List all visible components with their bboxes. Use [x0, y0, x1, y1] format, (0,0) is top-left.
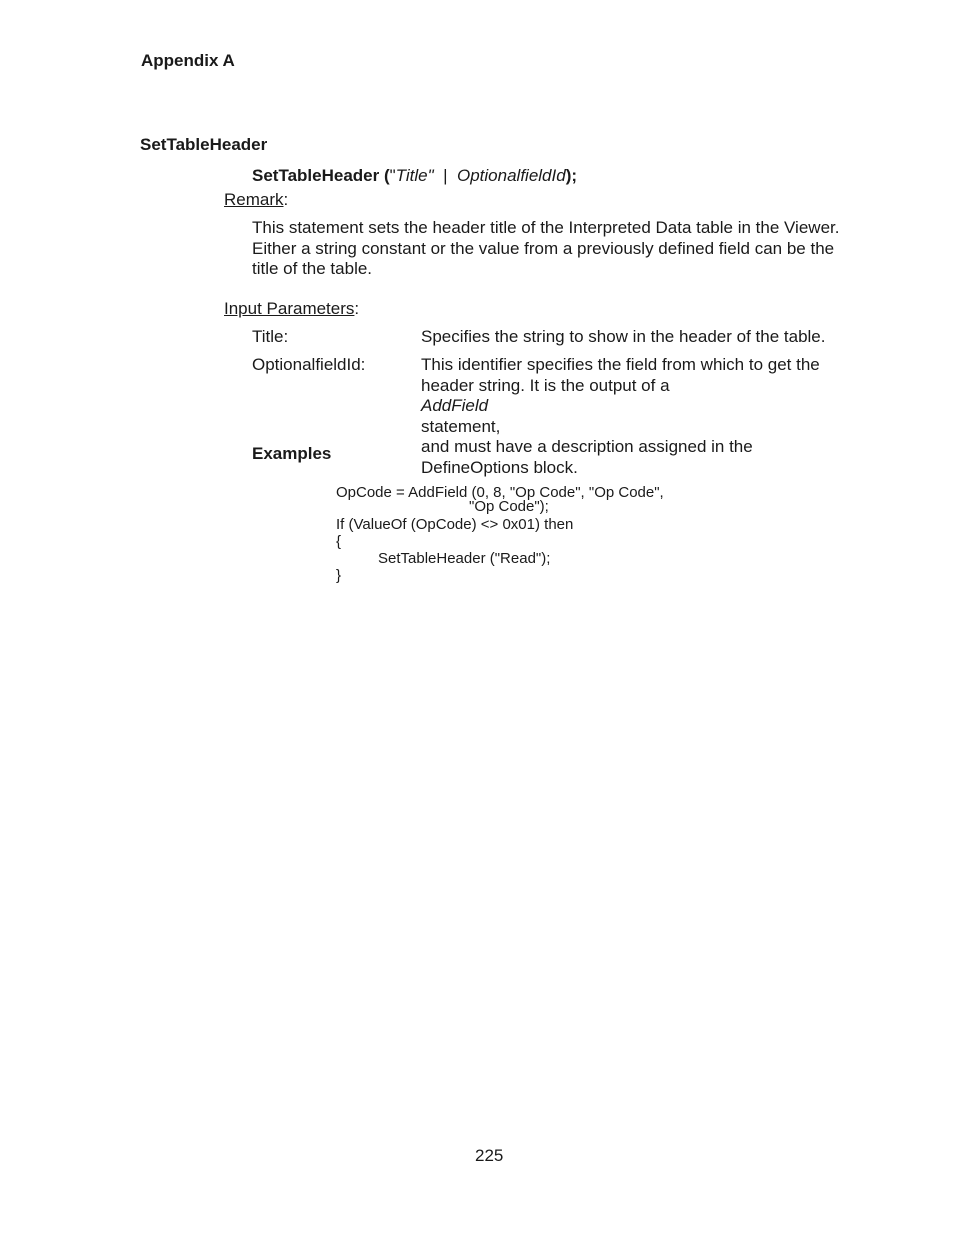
syntax-line [252, 166, 577, 186]
code-line: SetTableHeader ("Read"); [378, 550, 551, 567]
syntax-field-arg: OptionalfieldId [457, 166, 566, 185]
input-parameters-label: Input Parameters: [224, 299, 360, 318]
syntax-close: ); [565, 166, 578, 185]
code-line: } [336, 567, 342, 584]
addfield-italic: AddField [421, 396, 489, 415]
syntax-function-name: SetTableHeader ( [252, 166, 390, 185]
param-name-optionalfieldid: OptionalfieldId: [252, 355, 366, 374]
code-line: { [336, 533, 342, 550]
remark-line: This statement sets the header title of the Interpreted Data table in the Viewer. [252, 218, 840, 237]
param-name-title: Title: [252, 327, 289, 346]
remark-paragraph [252, 218, 852, 280]
section-title: SetTableHeader [140, 135, 268, 154]
remark-label: Remark: [224, 190, 289, 209]
examples-heading: Examples [252, 444, 332, 463]
param-desc-optionalfieldid: This identifier specifies the field from which to get the header string. It is the output of a AddField statement, and must have a description assigned in the DefineOptions block. [421, 355, 820, 477]
code-line: If (ValueOf (OpCode) <> 0x01) then [336, 516, 574, 533]
remark-line: title of the table. [252, 259, 373, 278]
running-header: Appendix A [141, 51, 235, 70]
syntax-quote: " [389, 166, 396, 185]
param-desc-title: Specifies the string to show in the header of the table. [421, 327, 826, 346]
page-number: 225 [475, 1146, 504, 1165]
remark-line: Either a string constant or the value from a previously defined field can be the [252, 238, 835, 258]
syntax-title-arg: Title" [395, 166, 434, 185]
code-line: "Op Code"); [469, 498, 549, 515]
code-line: OpCode = AddField (0, 8, "Op Code", "Op Code", [336, 484, 664, 501]
syntax-separator: | [433, 166, 457, 185]
